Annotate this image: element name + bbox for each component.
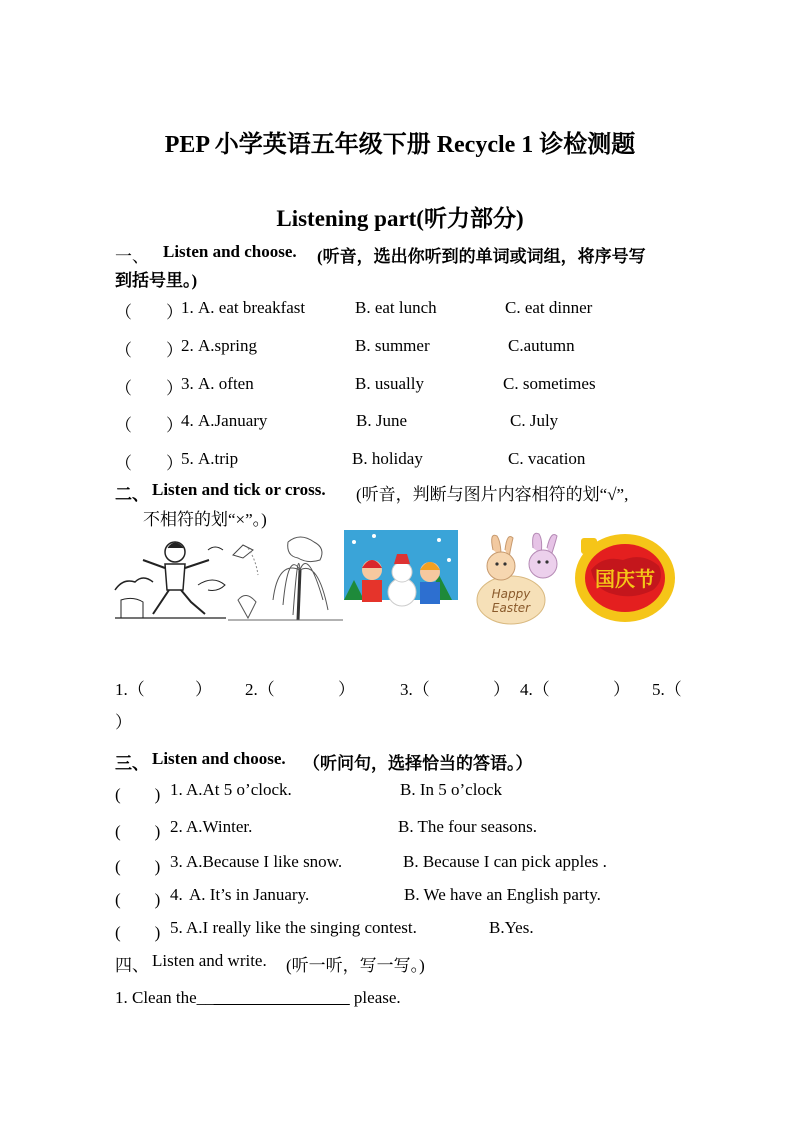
easter-text-2: Easter: [491, 601, 531, 615]
answer-2-open[interactable]: 2.（: [245, 680, 275, 699]
option-c: C. July: [510, 411, 559, 430]
write-question-1-pre: 1. Clean the__: [115, 988, 214, 1007]
option-a: A.Because I like snow.: [186, 852, 343, 871]
option-b: B. holiday: [352, 449, 423, 468]
children-snowman-icon: [344, 530, 458, 625]
willow-tree-sketch-icon: [228, 530, 343, 625]
answer-paren[interactable]: ( ): [115, 857, 161, 876]
option-c: C.autumn: [508, 336, 575, 355]
option-a: A.Winter.: [186, 817, 253, 836]
option-a: A. It’s in January.: [189, 885, 310, 904]
section2-instruction-2: 不相符的划“×”。): [143, 510, 267, 529]
question-number: 4.: [170, 885, 183, 904]
answer-paren[interactable]: （ ）: [115, 379, 183, 398]
option-a: A.spring: [198, 336, 258, 355]
answer-paren[interactable]: （ ）: [115, 454, 183, 473]
section2-heading: Listen and tick or cross.: [152, 480, 326, 499]
option-b: B. We have an English party.: [404, 885, 601, 904]
answer-3-open[interactable]: 3.（: [400, 680, 430, 699]
answer-paren[interactable]: （ ）: [115, 341, 183, 360]
section1-instruction-1: (听音，选出你听到的单词或词组，将序号写: [317, 247, 646, 266]
option-b: B.Yes.: [489, 918, 534, 937]
answer-2-close: ）: [338, 680, 355, 699]
answer-3-close: ）: [493, 680, 510, 699]
answer-5-close: ）: [115, 713, 132, 732]
answer-1-close: ）: [195, 680, 212, 699]
write-question-1: [115, 988, 401, 1008]
answer-1-open[interactable]: 1.（: [115, 680, 145, 699]
option-b: B. Because I can pick apples .: [403, 852, 607, 871]
option-b: B. June: [356, 411, 407, 430]
question-number: 2.: [181, 336, 194, 355]
option-a: A.I really like the singing contest.: [186, 918, 417, 937]
section2-instruction-1: (听音，判断与图片内容相符的划“√”,: [356, 485, 629, 504]
section4-heading: Listen and write.: [152, 951, 267, 970]
section4-instruction: (听一听，写一写。): [286, 956, 425, 975]
section1-instruction-2: 到括号里。): [115, 271, 198, 290]
question-number: 5.: [181, 449, 194, 468]
option-b: B. In 5 o’clock: [400, 780, 502, 799]
write-question-1-post: please.: [349, 988, 401, 1007]
option-a: A.January: [198, 411, 268, 430]
answer-5-open[interactable]: 5.（: [652, 680, 682, 699]
question-number: 4.: [181, 411, 194, 430]
question-number: 1.: [181, 298, 194, 317]
section3-heading: Listen and choose.: [152, 749, 286, 768]
section3-number: 三、: [115, 754, 149, 773]
option-c: C. eat dinner: [505, 298, 593, 317]
answer-4-close: ）: [613, 680, 630, 699]
national-day-text: 国庆节: [595, 567, 655, 591]
answer-paren[interactable]: ( ): [115, 822, 161, 841]
answer-paren[interactable]: ( ): [115, 923, 161, 942]
section1-heading: Listen and choose.: [163, 242, 297, 261]
option-b: B. The four seasons.: [398, 817, 537, 836]
answer-paren[interactable]: ( ): [115, 785, 161, 804]
exercising-man-sketch-icon: [113, 530, 228, 625]
option-a: A.trip: [198, 449, 239, 468]
national-day-emblem-icon: [573, 530, 678, 625]
option-a: A. often: [198, 374, 254, 393]
question-number: 1.: [170, 780, 183, 799]
option-c: C. sometimes: [503, 374, 596, 393]
answer-4-open[interactable]: 4.（: [520, 680, 550, 699]
option-b: B. eat lunch: [355, 298, 437, 317]
answer-paren[interactable]: （ ）: [115, 416, 183, 435]
section2-number: 二、: [115, 485, 149, 504]
question-number: 5.: [170, 918, 183, 937]
question-number: 3.: [181, 374, 194, 393]
page-title: PEP 小学英语五年级下册 Recycle 1 诊检测题: [164, 132, 636, 158]
easter-bunnies-icon: [471, 530, 569, 625]
section4-number: 四、: [115, 956, 149, 975]
option-c: C. vacation: [508, 449, 586, 468]
option-a: A. eat breakfast: [198, 298, 306, 317]
question-number: 3.: [170, 852, 183, 871]
option-a: A.At 5 o’clock.: [186, 780, 292, 799]
section-subtitle: Listening part(听力部分): [276, 206, 524, 231]
question-number: 2.: [170, 817, 183, 836]
section3-instruction: （听问句，选择恰当的答语。）: [303, 754, 533, 773]
answer-paren[interactable]: （ ）: [115, 303, 183, 322]
answer-paren[interactable]: ( ): [115, 890, 161, 909]
easter-text-1: Happy: [491, 587, 531, 601]
section1-number: 一、: [115, 247, 149, 266]
write-blank[interactable]: ________________: [213, 988, 350, 1007]
option-b: B. summer: [355, 336, 430, 355]
option-b: B. usually: [355, 374, 424, 393]
